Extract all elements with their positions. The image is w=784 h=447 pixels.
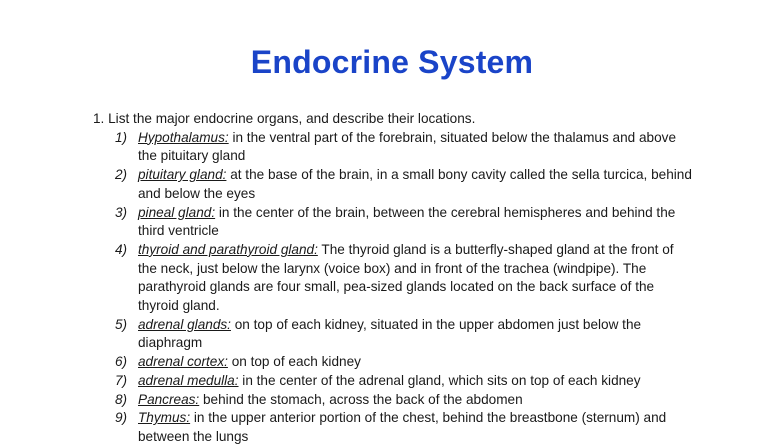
list-item [93,353,693,372]
page-title: Endocrine System [250,44,534,80]
organ-location: behind the stomach, across the back of the abdomen [199,391,523,407]
item-number: 3) [115,204,128,220]
item-number: 7) [115,372,128,388]
item-number: 6) [115,354,128,370]
organ-location: at the base of the brain, in a small bony cavity called the sella turcica, behind and below the eyes [138,167,692,201]
list-item [93,166,693,203]
organ-location: on top of each kidney, situated in the upper abdomen just below the diaphragm [138,316,642,351]
organ-term: adrenal cortex: [138,354,228,370]
item-number: 2) [115,167,128,183]
organ-term: adrenal glands: [138,316,231,332]
list-item [93,129,693,166]
list-item [93,241,693,316]
question-text: 1. List the major endocrine organs, and describe their locations. [93,111,476,126]
organ-term: Hypothalamus: [138,129,229,145]
organ-term: thyroid and parathyroid gland: [138,241,318,257]
organ-location: The thyroid gland is a butterfly-shaped gland at the front of the neck, just below the larynx (voice box) and in front of the trachea (windpipe). The parathyroid glands are four small, pea-sized glands located on the back surface of the thyroid gland. [138,241,674,314]
item-number: 9) [115,410,128,426]
item-number: 4) [115,241,128,257]
list-item [93,204,693,241]
item-number: 1) [115,129,128,145]
organ-location: in the upper anterior portion of the chest, behind the breastbone (sternum) and between the lungs [138,410,667,444]
organ-term: Pancreas: [138,391,200,407]
list-item [93,409,693,446]
organ-location: in the ventral part of the forebrain, situated below the thalamus and above the pituitary gland [138,129,677,164]
organ-term: adrenal medulla: [138,372,239,388]
organ-location: in the center of the brain, between the cerebral hemispheres and behind the third ventricle [138,204,676,239]
organ-location: in the center of the adrenal gland, which sits on top of each kidney [238,372,641,388]
organ-location: on top of each kidney [227,354,361,370]
item-number: 5) [115,316,128,332]
organ-list [93,129,693,447]
organ-term: pineal gland: [138,204,216,220]
item-number: 8) [115,391,128,407]
list-item [93,372,693,391]
organ-term: pituitary gland: [138,167,227,183]
organ-term: Thymus: [138,410,191,426]
list-item [93,316,693,353]
list-item [93,391,693,410]
